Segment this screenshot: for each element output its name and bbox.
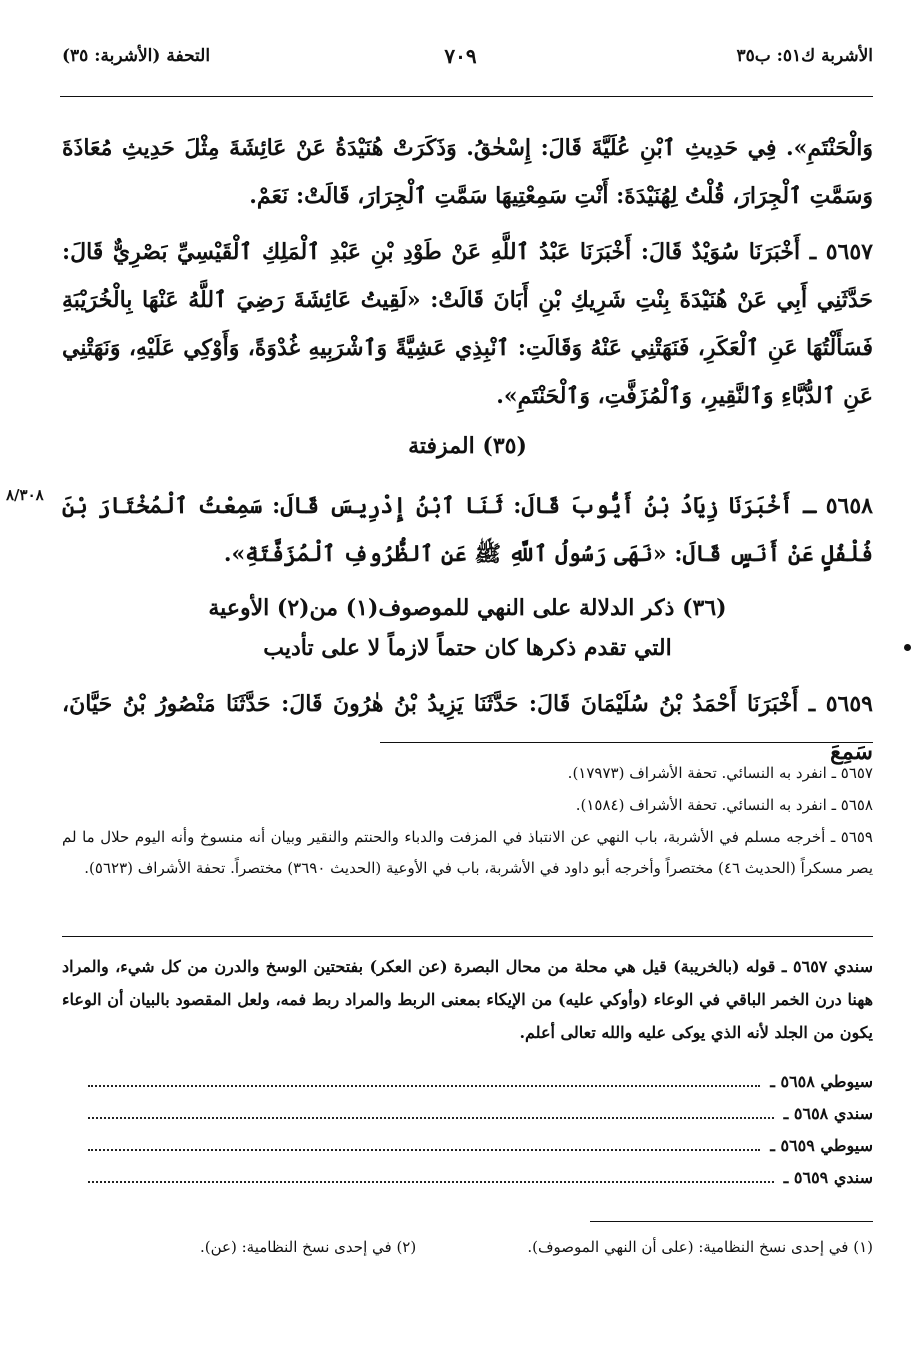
dotted-line-suyuti-5658 — [88, 1072, 873, 1102]
commentary-rule — [62, 936, 873, 937]
dotted-leader — [88, 1149, 760, 1151]
bottom-note-1: (١) في إحدى نسخ النظامية: (على أن النهي الموصوف). — [527, 1238, 873, 1256]
margin-dot — [904, 644, 911, 651]
footnote-5658: ٥٦٥٨ ـ انفرد به النسائي. تحفة الأشراف (١٥٨٤). — [575, 796, 873, 814]
dotted-label: سيوطي ٥٦٥٨ ـ — [770, 1072, 873, 1091]
bottom-notes-rule — [590, 1221, 873, 1222]
dotted-label: سيوطي ٥٦٥٩ ـ — [770, 1136, 873, 1155]
bottom-note-2: (٢) في إحدى نسخ النظامية: (عن). — [200, 1238, 417, 1256]
section-heading-36-line1: (٣٦) ذكر الدلالة على النهي للموصوف(١) من(٢) الأوعية — [208, 595, 727, 621]
section-heading-36-line2: التي تقدم ذكرها كان حتماً لازماً لا على تأديب — [263, 635, 672, 661]
page-number: ٧٠٩ — [444, 44, 477, 68]
footnote-5659: ٥٦٥٩ ـ أخرجه مسلم في الأشربة، باب النهي عن الانتباذ في المزفت والدباء والحنتم والنقير وبيان أنه منسوخ وأنه اليوم حلال ما لم يصر مسكراً (الحديث ٤٦) مختصراً وأخرجه أبو داود في الأشربة، باب في الأوعية (الحديث ٣٦٩٠) مختصراً. تحفة الأشراف (٥٦٢٣). — [62, 828, 873, 877]
section-heading-35: (٣٥) المزفتة — [408, 433, 527, 459]
dotted-leader — [88, 1117, 774, 1119]
header-chapter-ref: الأشربة ك٥١: ب٣٥ — [736, 46, 873, 66]
dotted-line-sindi-5659 — [88, 1168, 873, 1198]
dotted-leader — [88, 1085, 760, 1087]
hadith-5659: ٥٦٥٩ ـ أَخْبَرَنَا أَحْمَدُ بْنُ سُلَيْمَانَ قَالَ: حَدَّثَنَا يَزِيدُ بْنُ هٰرُونَ قَالَ: حَدَّثَنَا مَنْصُورُ بْنُ حَيَّانَ، سَمِعَ — [62, 691, 873, 765]
dotted-line-suyuti-5659 — [88, 1136, 873, 1166]
dotted-label: سندي ٥٦٥٨ ـ — [783, 1104, 873, 1123]
header-rule — [60, 96, 873, 97]
hadith-continuation: وَالْحَنْتَمِ». فِي حَدِيثِ ٱبْنِ عُلَيَّةَ قَالَ: إِسْحٰقُ. وَذَكَرَتْ هُنَيْدَةُ عَنْ عَائِشَةَ مِثْلَ حَدِيثِ مُعَاذَةَ وَسَمَّتِ ٱلْجِرَارَ، قُلْتُ لِهُنَيْدَةَ: أَنْتِ سَمِعْتِيهَا سَمَّتِ ٱلْجِرَارَ، قَالَتْ: نَعَمْ. — [62, 135, 873, 209]
footnote-5657: ٥٦٥٧ ـ انفرد به النسائي. تحفة الأشراف (١٧٩٧٣). — [567, 764, 873, 782]
header-tuhfa-ref: التحفة (الأشربة: ٣٥) — [62, 46, 211, 66]
dotted-leader — [88, 1181, 774, 1183]
margin-reference: ٨/٣٠٨ — [6, 486, 44, 504]
commentary-sindi-5657: سندي ٥٦٥٧ ـ قوله (بالخريبة) قيل هي محلة من محال البصرة (عن العكر) بفتحتين الوسخ والدرن من كل شيء، والمراد ههنا درن الخمر الباقي في الوعاء (وأوكي عليه) من الإيكاء بمعنى الربط والمراد ربط فمه، ولعل المقصود بالبيان أن الوعاء يكون من الجلد لأنه الذي يوكى عليه والله تعالى أعلم. — [62, 957, 874, 1042]
hadith-5657: ٥٦٥٧ ـ أَخْبَرَنَا سُوَيْدٌ قَالَ: أَخْبَرَنَا عَبْدُ ٱللَّهِ عَنْ طَوْدِ بْنِ عَبْدِ ٱلْمَلِكِ ٱلْقَيْسِيِّ بَصْرِيٌّ قَالَ: حَدَّثَنِي أَبِي عَنْ هُنَيْدَةَ بِنْتِ شَرِيكِ بْنِ أَبَانَ قَالَتْ: «لَقِيتُ عَائِشَةَ رَضِيَ ٱللَّهُ عَنْهَا بِالْخُرَيْبَةِ فَسَأَلْتُهَا عَنِ ٱلْعَكَرِ، فَنَهَتْنِي عَنْهُ وَقَالَتِ: ٱنْبِذِي عَشِيَّةً وَٱشْرَبِيهِ غُدْوَةً، وَأَوْكِي عَلَيْهِ، وَنَهَتْنِي عَنِ ٱلدُّبَّاءِ وَٱلنَّقِيرِ، وَٱلْمُزَفَّتِ، وَٱلْحَنْتَمِ». — [62, 239, 873, 409]
hadith-5658: ٥٦٥٨ ـ أَخْبَرَنَا زِيَادُ بْنُ أَيُّوبَ قَالَ: ثَنَا ٱبْنُ إِدْرِيسَ قَالَ: سَمِعْتُ ٱلْمُخْتَارَ بْنَ فُلْفُلٍ عَنْ أَنَسٍ قَالَ: «نَهَى رَسُولُ ٱللَّهِ ﷺ عَنِ ٱلظُّرُوفِ ٱلْمُزَفَّتَةِ». — [62, 493, 873, 567]
dotted-line-sindi-5658 — [88, 1104, 873, 1134]
dotted-label: سندي ٥٦٥٩ ـ — [783, 1168, 873, 1187]
footnote-rule — [380, 742, 873, 743]
